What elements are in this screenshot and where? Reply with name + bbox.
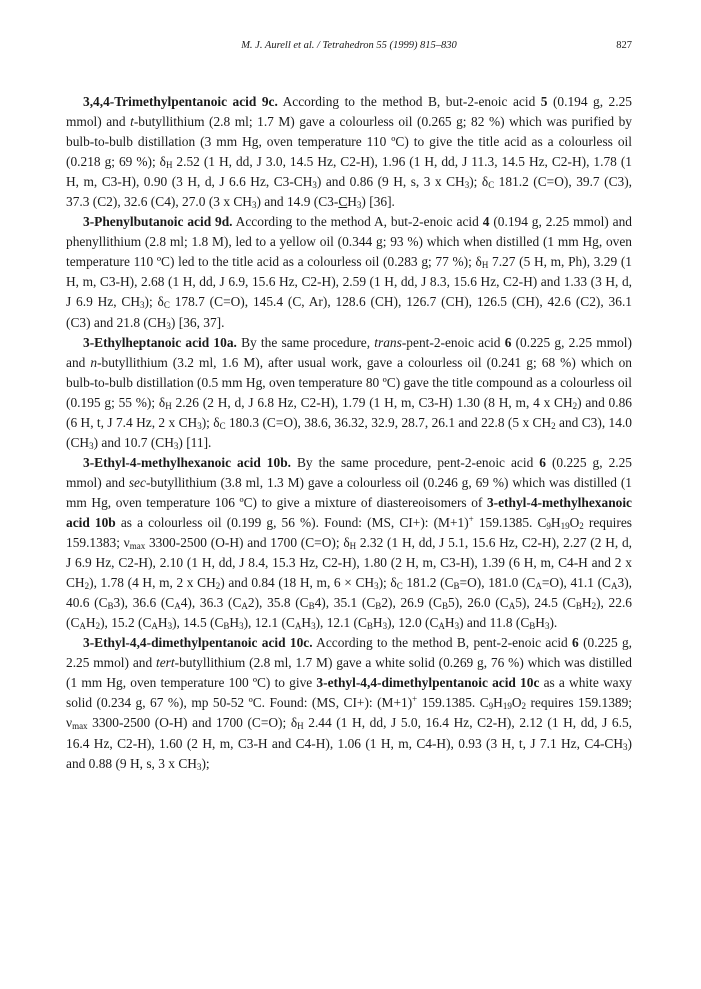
- article-body: [66, 92, 632, 774]
- paragraph-9c: [66, 92, 632, 212]
- paragraph-text: By the same procedure, pent-2-enoic acid 6 (0.225 g, 2.25 mmol) and sec-butyllithium (3.8 ml, 1.3 M) gave a colourless oil (0.246 g, 69 %) which was distilled (1 mm Hg, oven temperature 106 ºC) to give a mixture of diastereoisomers of 3-ethyl-4-methylhexanoic acid 10b as a colourless oil (0.199 g, 56 %). Found: (MS, CI+): (M+1)+ 159.1385. $C_9H_{19}O_2$ requires 159.1383; $\nu_{max}$ 3300-2500 (O-H) and 1700 (C=O); $\delta_H$ 2.32 (1 H, dd, J 5.1, 15.6 Hz, C2-H), 2.27 (2 H, d, J 6.9 Hz, C2-H), 2.10 (1 H, dd, J 8.4, 15.3 Hz, C2-H), 1.80 (2 H, m, C3-H), 1.39 (6 H, m, C4-H and 2 x $CH_2$), 1.78 (4 H, m, 2 x $CH_2$) and 0.84 (18 H, m, $6 \times CH_3$); $\delta_C$ 181.2 $(C_B=O)$, 181.0 $(C_A=O)$, 41.1 $(C_A3)$, 40.6 $(C_B3)$, 36.6 $(C_A4)$, 36.3 $(C_A2)$, 35.8 $(C_B4)$, 35.1 $(C_B2)$, 26.9 $(C_B5)$, 26.0 $(C_A5)$, 24.5 $(C_BH_2)$, 22.6 $(C_AH_2)$, 15.2 $(C_AH_3)$, 14.5 $(C_BH_3)$, 12.1 $(C_AH_3)$, 12.1 $(C_BH_3)$, 12.0 $(C_AH_3)$ and 11.8 $(C_BH_3)$.: [66, 454, 633, 632]
- paragraph-text: According to the method B, pent-2-enoic acid 6 (0.225 g, 2.25 mmol) and tert-butyllithium (2.8 ml, 1.7 M) gave a white solid (0.269 g, 76 %) which was distilled (1 mm Hg, oven temperature 100 ºC) to give 3-ethyl-4,4-dimethylpentanoic acid 10c as a white waxy solid (0.234 g, 67 %), mp 50-52 ºC. Found: (MS, CI+): (M+1)+ 159.1385. $C_9H_{19}O_2$ requires 159.1389; $\nu_{max}$ 3300-2500 (O-H) and 1700 (C=O); $\delta_H$ 2.44 (1 H, dd, J 5.0, 16.4 Hz, C2-H), 2.12 (1 H, dd, J 6.5, 16.4 Hz, C2-H), 1.60 (2 H, m, C3-H and C4-H), 1.06 (1 H, m, C4-H), 0.93 (3 H, t, J 7.1 Hz, $C4-CH_3$) and 0.88 (9 H, s, 3 x $CH_3$);: [66, 635, 633, 772]
- compound-title: 3-Ethyl-4,4-dimethylpentanoic acid 10c.: [83, 635, 313, 651]
- journal-page: [66, 40, 632, 774]
- paragraph-text: According to the method A, but-2-enoic acid 4 (0.194 g, 2.25 mmol) and phenyllithium (2.8 ml; 1.8 M), led to a yellow oil (0.344 g; 93 %) which when distilled (1 mm Hg, oven temperature 110 ºC) led to the title acid as a colourless oil (0.283 g; 77 %); $\delta_H$ 7.27 (5 H, m, Ph), 3.29 (1 H, m, C3-H), 2.68 (1 H, dd, J 6.9, 15.6 Hz, C2-H), 2.59 (1 H, dd, J 8.3, 15.6 Hz, C2-H) and 1.33 (3 H, d, J 6.9 Hz, $CH_3$); $\delta_C$ 178.7 (C=O), 145.4 (C, Ar), 128.6 (CH), 126.7 (CH), 126.5 (CH), 42.6 (C2), 36.1 (C3) and 21.8 $(CH_3)$ [36, 37].: [66, 214, 632, 331]
- paragraph-10c: [66, 633, 632, 773]
- compound-title: 3-Ethylheptanoic acid 10a.: [83, 334, 237, 350]
- paragraph-text: By the same procedure, trans-pent-2-enoic acid 6 (0.225 g, 2.25 mmol) and n-butyllithium (3.2 ml, 1.6 M), after usual work, gave a colourless oil (0.241 g; 68 %) which on bulb-to-bulb distillation (0.5 mm Hg, oven temperature 80 ºC) gave the title compound as a colourless oil (0.195 g; 55 %); $\delta_H$ 2.26 (2 H, d, J 6.8 Hz, C2-H), 1.79 (1 H, m, C3-H) 1.30 (8 H, m, 4 x $CH_2$) and 0.86 (6 H, t, J 7.4 Hz, 2 x $CH_3$); $\delta_C$ 180.3 (C=O), 38.6, 36.32, 32.9, 28.7, 26.1 and 22.8 (5 x $CH_2$ and C3), 14.0 $(CH_3)$ and 10.7 $(CH_3)$ [11].: [66, 334, 632, 451]
- paragraph-10a: [66, 333, 632, 453]
- running-head: M. J. Aurell et al. / Tetrahedron 55 (1999) 815–830: [241, 40, 457, 51]
- page-number: 827: [616, 40, 632, 51]
- compound-title: 3,4,4-Trimethylpentanoic acid 9c.: [83, 94, 278, 109]
- paragraph-10b: [66, 453, 632, 633]
- page-header: [66, 40, 632, 58]
- paragraph-9d: [66, 212, 632, 332]
- compound-title: 3-Phenylbutanoic acid 9d.: [83, 214, 233, 230]
- paragraph-text: According to the method B, but-2-enoic acid 5 (0.194 g, 2.25 mmol) and t-butyllithium (2.8 ml; 1.7 M) gave a colourless oil (0.265 g; 82 %) which was purified by bulb-to-bulb distillation (3 mm Hg, oven temperature 110 ºC) to give the title acid as a colourless oil (0.218 g; 69 %); $\delta_H$ 2.52 (1 H, dd, J 3.0, 14.5 Hz, C2-H), 1.96 (1 H, dd, J 11.3, 14.5 Hz, C2-H), 1.78 (1 H, m, C3-H), 0.90 (3 H, d, J 6.6 Hz, $C3-CH_3$) and 0.86 (9 H, s, 3 x $CH_3$); $\delta_C$ 181.2 (C=O), 39.7 (C3), 37.3 (C2), 32.6 (C4), 27.0 (3 x $CH_3$) and 14.9 $(C3-CH_3)$ [36].: [66, 94, 633, 211]
- compound-title: 3-Ethyl-4-methylhexanoic acid 10b.: [83, 454, 291, 470]
